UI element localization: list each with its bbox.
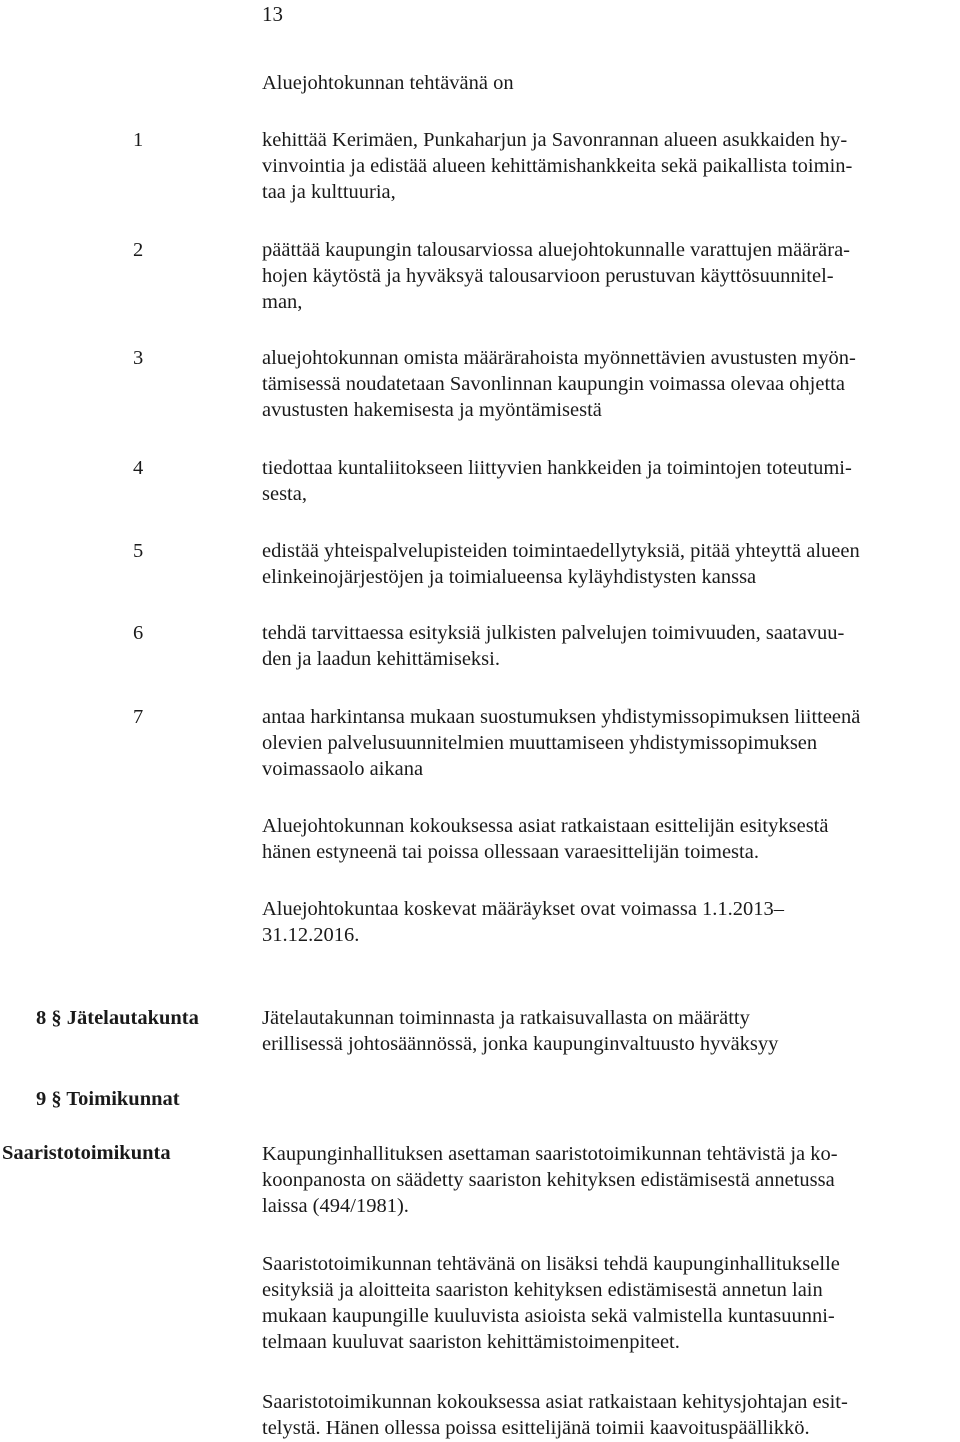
section-9-heading: 9 § Toimikunnat	[36, 1088, 180, 1110]
paragraph-line: Saaristotoimikunnan tehtävänä on lisäksi tehdä kaupunginhallitukselle	[262, 1253, 840, 1275]
paragraph-line: laissa (494/1981).	[262, 1195, 409, 1217]
item-line: den ja laadun kehittämiseksi.	[262, 648, 500, 670]
paragraph-line: telmaan kuuluvat saariston kehittämistoimenpiteet.	[262, 1331, 680, 1353]
paragraph-line: koonpanosta on säädetty saariston kehityksen edistämisestä annetussa	[262, 1169, 835, 1191]
section-8-heading: 8 § Jätelautakunta	[36, 1007, 199, 1029]
item-line: olevien palvelusuunnitelmien muuttamiseen yhdistymissopimuksen	[262, 732, 818, 754]
list-item	[262, 455, 852, 507]
list-item	[262, 345, 856, 423]
list-item	[262, 538, 860, 590]
paragraph-validity	[262, 896, 784, 948]
list-item	[262, 237, 850, 315]
section-8-line: Jätelautakunnan toiminnasta ja ratkaisuvallasta on määrätty	[262, 1007, 750, 1029]
item-number: 7	[133, 706, 144, 728]
item-line: vinvointia ja edistää alueen kehittämishankkeita sekä paikallista toimin-	[262, 155, 853, 177]
saaristo-paragraph-3	[262, 1389, 848, 1441]
item-line: sesta,	[262, 483, 307, 505]
list-item	[262, 127, 852, 205]
section-8-text	[262, 1005, 778, 1057]
item-number: 6	[133, 622, 144, 644]
page-number: 13	[262, 2, 283, 26]
paragraph-line: 31.12.2016.	[262, 924, 360, 946]
paragraph-line: Aluejohtokunnan kokouksessa asiat ratkaistaan esittelijän esityksestä	[262, 815, 829, 837]
item-line: kehittää Kerimäen, Punkaharjun ja Savonrannan alueen asukkaiden hy-	[262, 129, 848, 151]
item-line: tämisessä noudatetaan Savonlinnan kaupungin voimassa olevaa ohjetta	[262, 373, 845, 395]
item-line: man,	[262, 291, 303, 313]
saaristo-paragraph-2	[262, 1251, 840, 1355]
item-line: tehdä tarvittaessa esityksiä julkisten palvelujen toimivuuden, saatavuu-	[262, 622, 845, 644]
item-line: edistää yhteispalvelupisteiden toimintaedellytyksiä, pitää yhteyttä alueen	[262, 540, 860, 562]
paragraph-line: Aluejohtokuntaa koskevat määräykset ovat voimassa 1.1.2013–	[262, 898, 785, 920]
item-line: voimassaolo aikana	[262, 758, 424, 780]
paragraph-line: mukaan kaupungille kuuluvista asioista sekä valmistella kuntasuunni-	[262, 1305, 835, 1327]
item-line: antaa harkintansa mukaan suostumuksen yhdistymissopimuksen liitteenä	[262, 706, 861, 728]
intro-text: Aluejohtokunnan tehtävänä on	[262, 72, 514, 94]
paragraph-line: esityksiä ja aloitteita saariston kehityksen edistämisestä annetun lain	[262, 1279, 823, 1301]
paragraph-line: hänen estyneenä tai poissa ollessaan varaesittelijän toimesta.	[262, 841, 759, 863]
item-line: aluejohtokunnan omista määrärahoista myönnettävien avustusten myön-	[262, 347, 856, 369]
section-8-line: erillisessä johtosäännössä, jonka kaupunginvaltuusto hyväksyy	[262, 1033, 779, 1055]
paragraph-line: Kaupunginhallituksen asettaman saaristotoimikunnan tehtävistä ja ko-	[262, 1143, 838, 1165]
list-item	[262, 620, 844, 672]
item-number: 4	[133, 457, 144, 479]
item-line: hojen käytöstä ja hyväksyä talousarvioon perustuvan käyttösuunnitel-	[262, 265, 834, 287]
item-line: elinkeinojärjestöjen ja toimialueensa kyläyhdistysten kanssa	[262, 566, 757, 588]
item-number: 5	[133, 540, 144, 562]
list-item	[262, 704, 860, 782]
paragraph-line: telystä. Hänen ollessa poissa esittelijänä toimii kaavoituspäällikkö.	[262, 1417, 810, 1439]
item-number: 3	[133, 347, 144, 369]
item-line: taa ja kulttuuria,	[262, 181, 396, 203]
item-line: avustusten hakemisesta ja myöntämisestä	[262, 399, 602, 421]
paragraph-presenter	[262, 813, 828, 865]
item-line: päättää kaupungin talousarviossa aluejohtokunnalle varattujen määrära-	[262, 239, 851, 261]
saaristo-paragraph-1	[262, 1141, 838, 1219]
paragraph-line: Saaristotoimikunnan kokouksessa asiat ratkaistaan kehitysjohtajan esit-	[262, 1391, 848, 1413]
item-number: 2	[133, 239, 144, 261]
item-number: 1	[133, 129, 144, 151]
item-line: tiedottaa kuntaliitokseen liittyvien hankkeiden ja toimintojen toteutumi-	[262, 457, 852, 479]
saaristotoimikunta-label: Saaristotoimikunta	[2, 1142, 171, 1164]
